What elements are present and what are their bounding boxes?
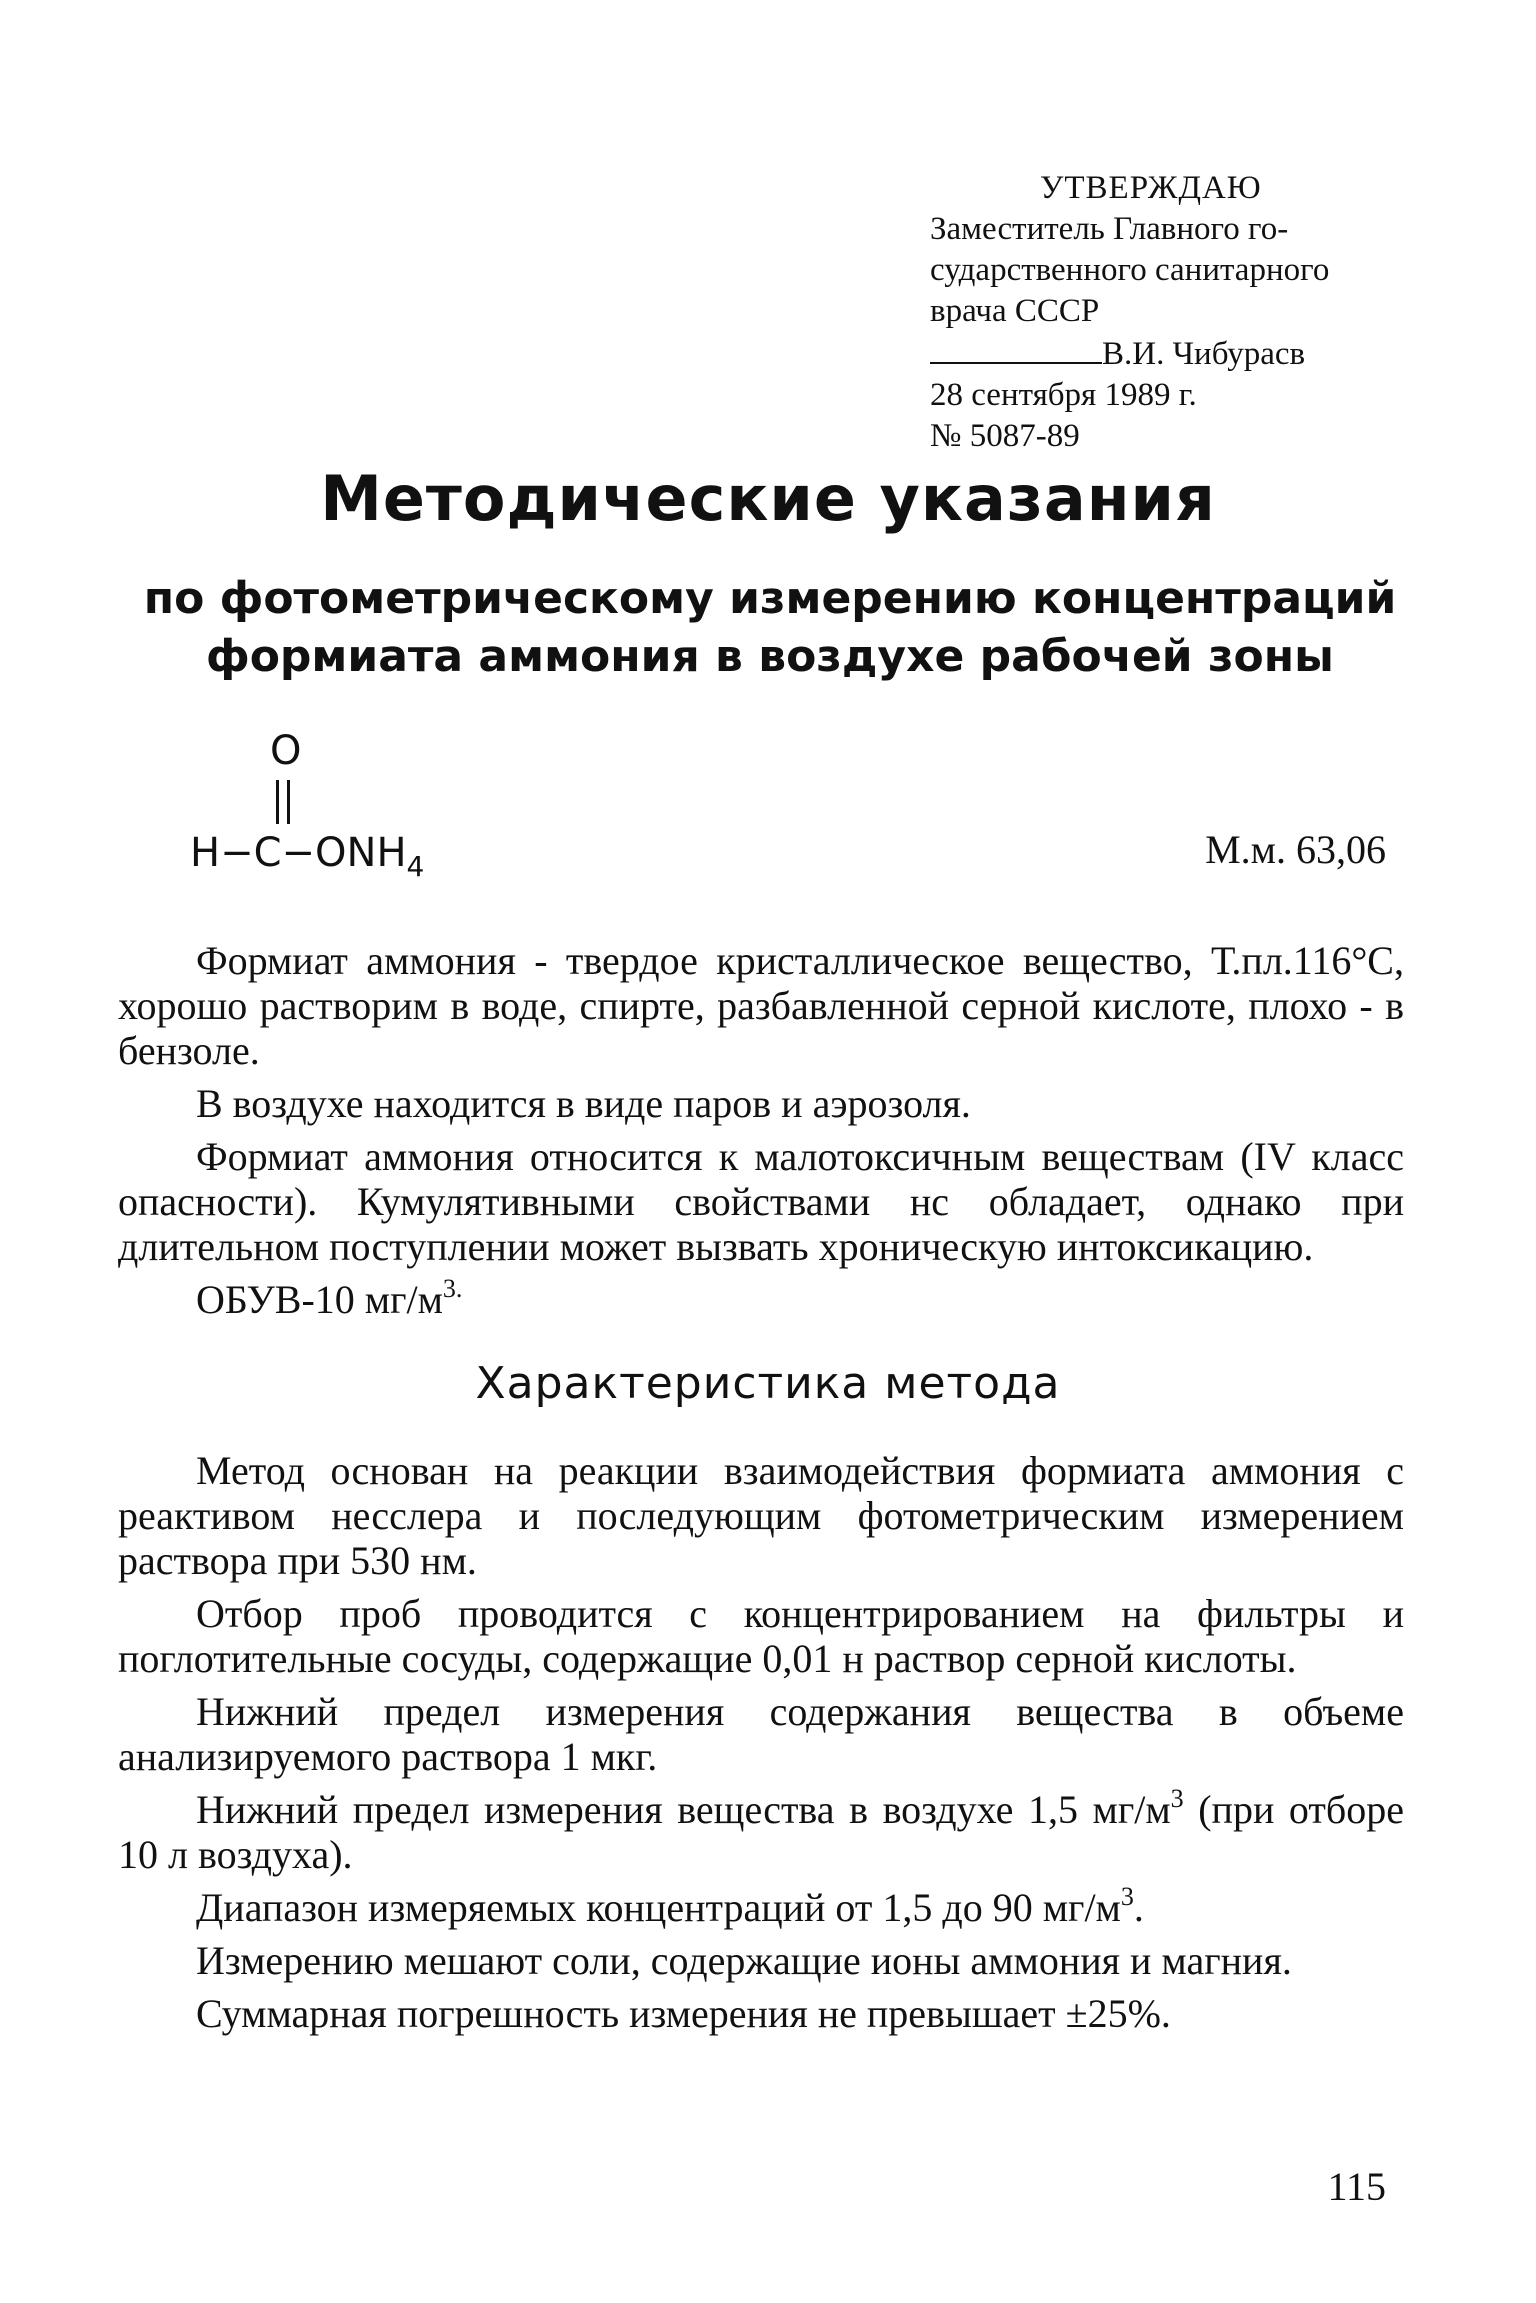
- double-bond: [276, 780, 290, 824]
- method-paragraph-4: [118, 1784, 1404, 1877]
- method-paragraph-3: Нижний предел измерения содержания вещества в объеме анализируемого раствора 1 мкг.: [118, 1689, 1404, 1779]
- section-heading: Характеристика метода: [475, 1358, 1061, 1409]
- lower-limit-air-sup: 3: [1170, 1784, 1184, 1813]
- approval-title: УТВЕРЖДАЮ: [1040, 170, 1262, 206]
- method-section: [118, 1448, 1404, 2044]
- approval-signature-line: [930, 332, 1390, 375]
- method-paragraph-6: Измерению мешают соли, содержащие ионы аммония и магния.: [196, 1938, 1292, 1983]
- signature-blank: [930, 332, 1102, 364]
- page-title: Методические указания: [320, 462, 1216, 535]
- formula-chain: [190, 830, 424, 883]
- formula-chain-text: H−C−ONH: [190, 830, 407, 876]
- method-paragraph-1: Метод основан на реакции взаимодействия формиата аммония с реактивом несслера и последующим фотометрическим измерением раствора при 530 нм.: [118, 1448, 1404, 1583]
- formula-oxygen: O: [270, 728, 302, 774]
- obuv-text: ОБУВ-10 мг/м: [196, 1277, 443, 1322]
- intro-paragraph-2: В воздухе находится в виде паров и аэрозоля.: [196, 1081, 971, 1126]
- intro-section: [118, 938, 1404, 1330]
- page-subtitle: [120, 570, 1420, 686]
- range-after: .: [1133, 1885, 1144, 1930]
- intro-paragraph-3: Формиат аммония относится к малотоксичным веществам (IV класс опасности). Кумулятивными свойствами нс обладает, однако при длительном поступлении может вызвать хроническую интоксикацию.: [118, 1134, 1404, 1269]
- intro-paragraph-4: [118, 1274, 1404, 1322]
- range-sup: 3: [1120, 1882, 1134, 1911]
- subtitle-line-2: формиата аммония в воздухе рабочей зоны: [206, 631, 1334, 682]
- approval-signatory: В.И. Чибурасв: [1102, 336, 1306, 372]
- approval-number: № 5087-89: [930, 418, 1080, 454]
- approval-position-line-1: Заместитель Главного го-: [930, 211, 1289, 247]
- intro-paragraph-1: Формиат аммония - твердое кристаллическое вещество, Т.пл.116°С, хорошо растворим в воде, спирте, разбавленной серной кислоте, плохо - в бензоле.: [118, 938, 1404, 1073]
- chemical-formula: [190, 728, 510, 888]
- approval-date: 28 сентября 1989 г.: [930, 377, 1197, 413]
- method-paragraph-5: [118, 1882, 1404, 1930]
- method-paragraph-2: Отбор проб проводится с концентрированием на фильтры и поглотительные сосуды, содержащие 0,01 н раствор серной кислоты.: [118, 1591, 1404, 1681]
- obuv-sup: 3.: [442, 1274, 463, 1303]
- range-text: Диапазон измеряемых концентраций от 1,5 до 90 мг/м: [196, 1885, 1121, 1930]
- approval-position-line-3: врача СССР: [930, 293, 1100, 329]
- lower-limit-air-text: Нижний предел измерения вещества в воздухе 1,5 мг/м: [196, 1787, 1171, 1832]
- subtitle-line-1: по фотометрическому измерению концентраций: [143, 573, 1397, 624]
- lower-limit-air-after: (при отборе 10 л воздуха).: [118, 1787, 1404, 1877]
- formula-subscript: 4: [406, 850, 425, 883]
- approval-position-line-2: сударственного санитарного: [930, 252, 1330, 288]
- method-paragraph-7: Суммарная погрешность измерения не превышает ±25%.: [196, 1991, 1171, 2036]
- page-number: 115: [1327, 2164, 1386, 2209]
- approval-block: [930, 168, 1390, 457]
- molar-mass: М.м. 63,06: [1205, 827, 1386, 872]
